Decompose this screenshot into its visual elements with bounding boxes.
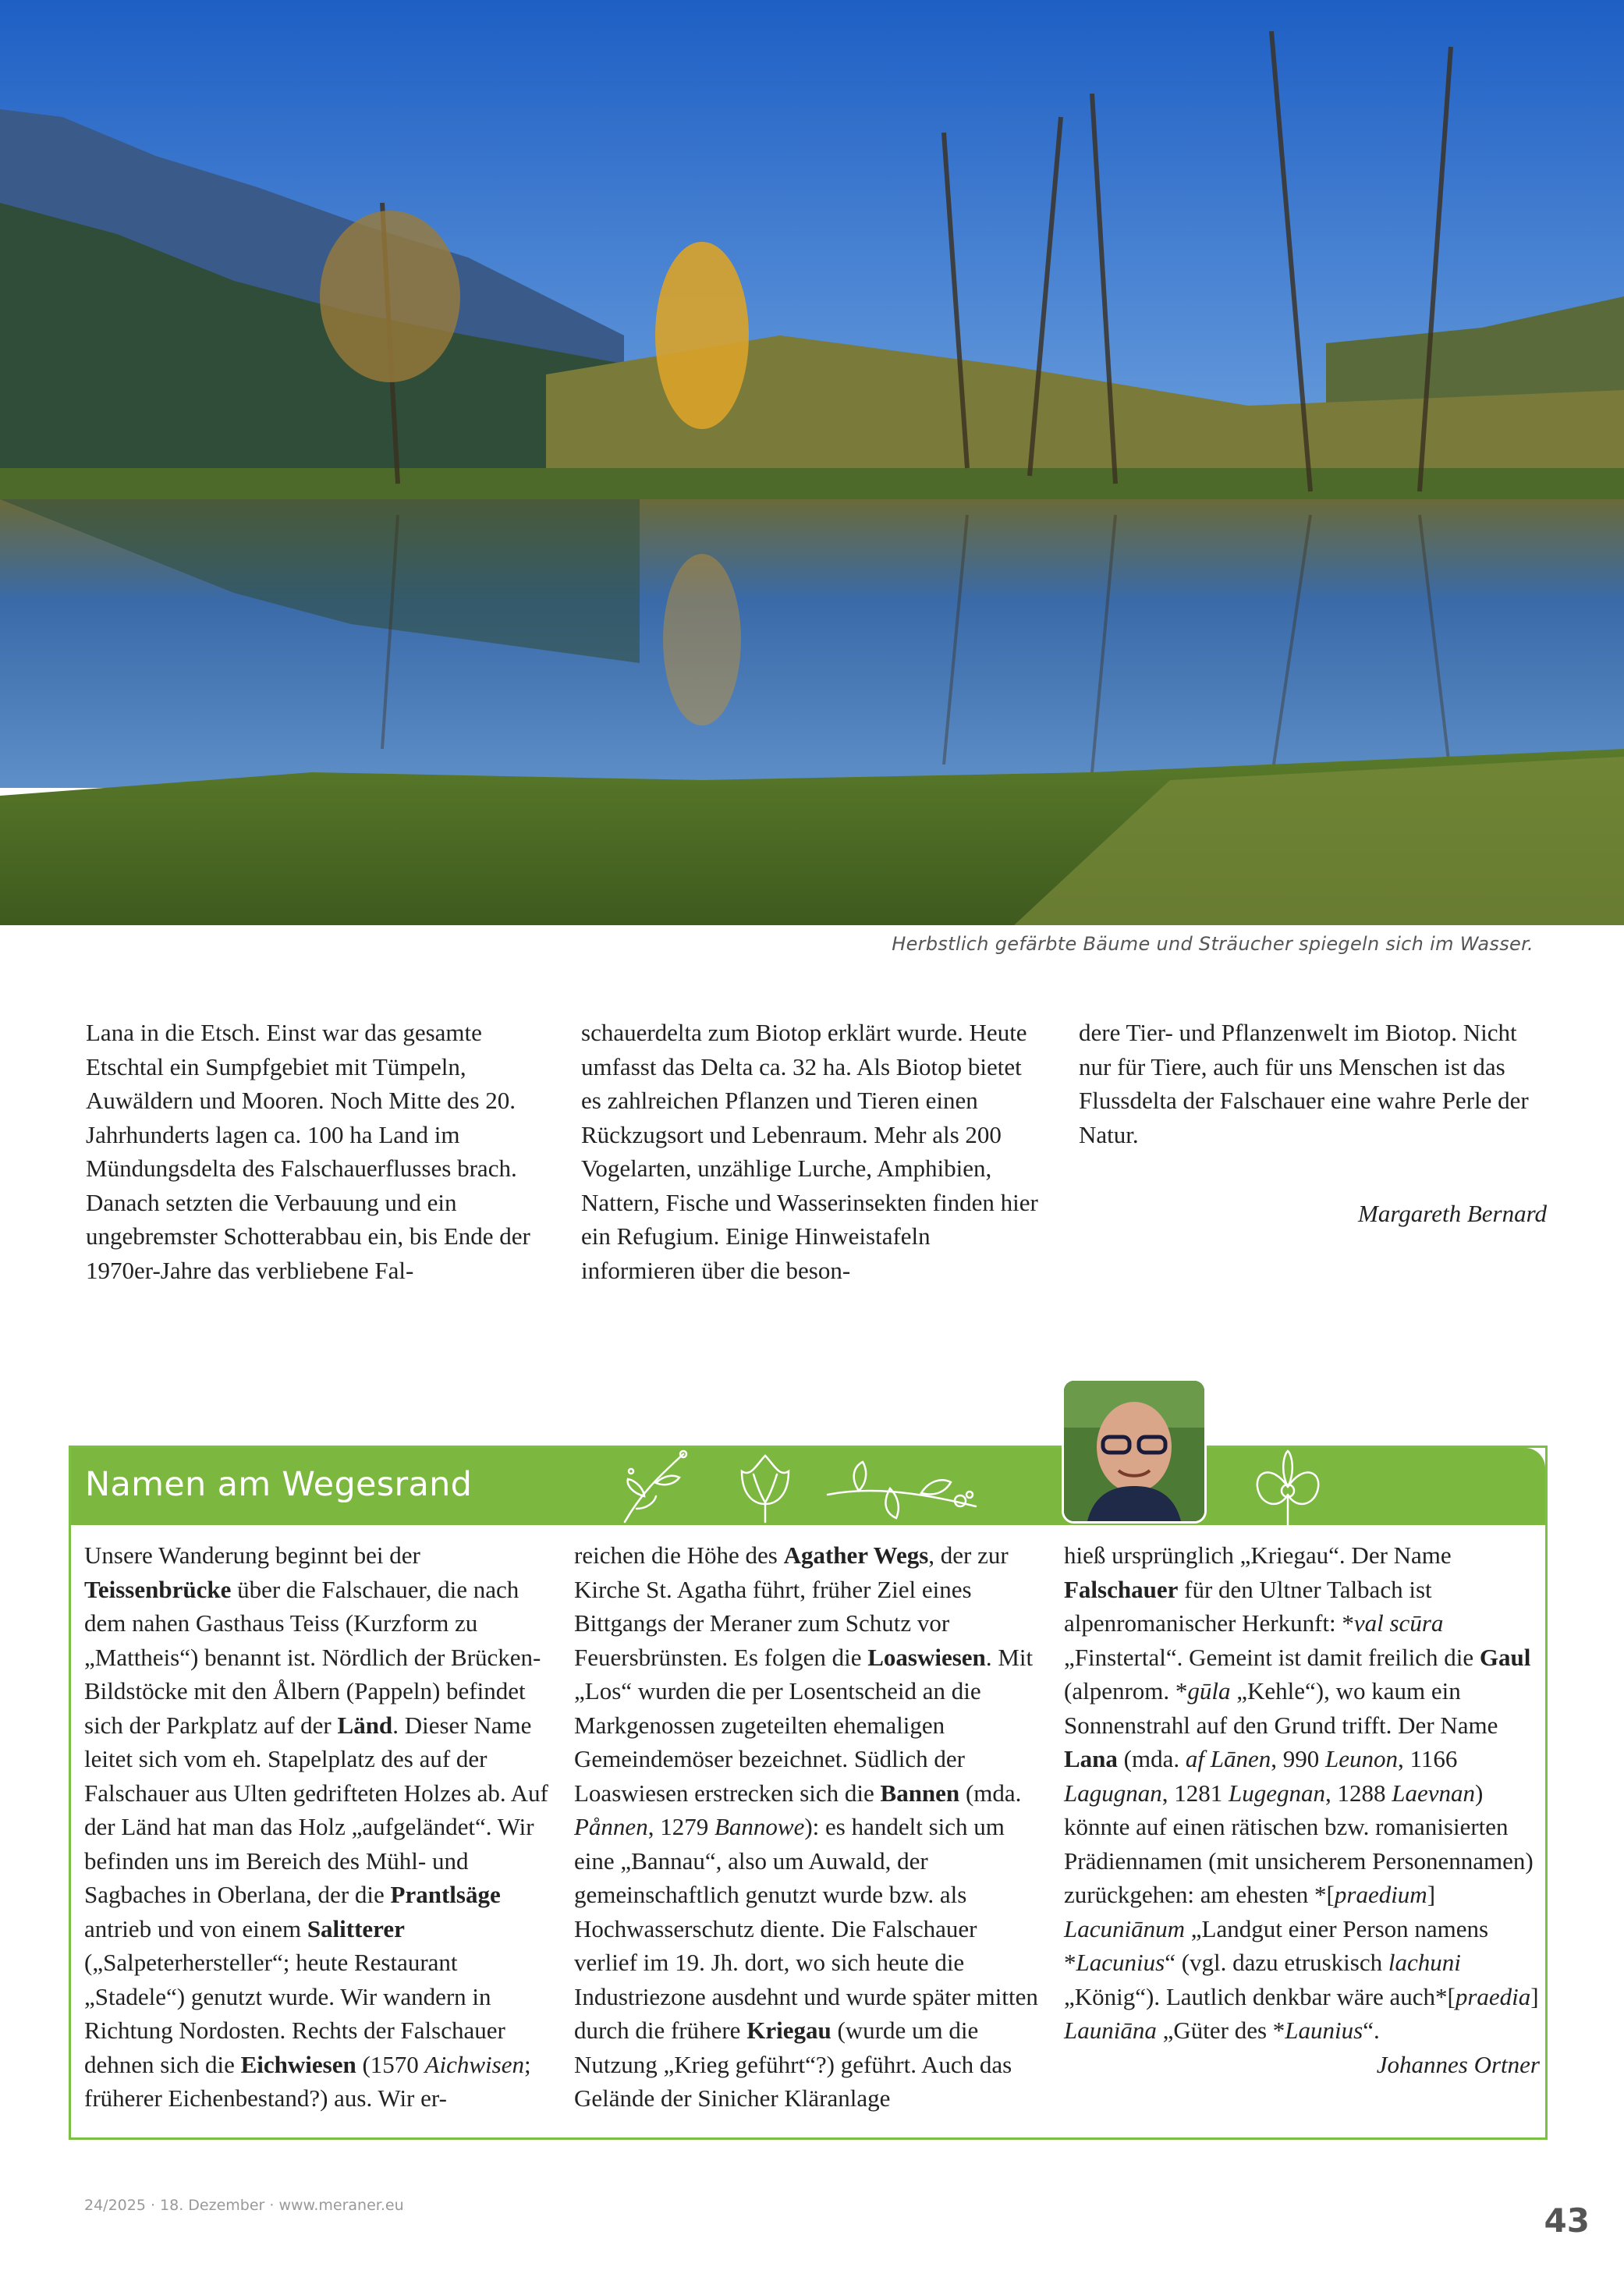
italic-form: gūla xyxy=(1187,1677,1231,1705)
italic-form: Bannowe xyxy=(714,1813,805,1840)
box-title: Namen am Wegesrand xyxy=(85,1465,473,1504)
article-paragraph: schauerdelta zum Biotop erklärt wurde. Heute umfasst das Delta ca. 32 ha. Als Biotop bietet es zahlreichen Pflanzen und Tieren einen Rückzugsort und Lebenraum. Mehr als 200 Vogelarten, unzählige Lurche, Amphibien, Nattern, Fische und Wasserinsekten finden hier ein Refugium. Einige Hinweistafeln informieren über die beson- xyxy=(581,1019,1038,1284)
issue-footer: 24/2025 · 18. Dezember · www.meraner.eu xyxy=(84,2197,404,2214)
box-paragraph: hieß ursprünglich „Kriegau“. Der Name Falschauer für den Ultner Talbach ist alpenromanischer Herkunft: *val scūra „Finstertal“. Gemeint ist damit freilich die Gaul (alpenrom. *gūla „Kehle“), wo kaum ein Sonnenstrahl auf den Grund trifft. Der Name Lana (mda. af Lānen, 990 Leunon, 1166 Lagugnan, 1281 Lugegnan, 1288 Laevnan) könnte auf einen rätischen bzw. romanisierten Prädiennamen (mit unsicherem Personennamen) zurückgehen: am ehesten *[praedium] Lacuniānum „Landgut einer Person namens *Lacunius“ (vgl. dazu etruskisch lachuni „König“). Lautlich denkbar wäre auch*[praedia] Launiāna „Güter des *Launius“. xyxy=(1064,1541,1539,2044)
article-paragraph: dere Tier- und Pflanzenwelt im Biotop. Nicht nur für Tiere, auch für uns Menschen ist das Flussdelta der Falschauer eine wahre Perle der Natur. xyxy=(1079,1019,1529,1148)
article-column-3 xyxy=(1079,1016,1547,1231)
bold-term: Loaswiesen xyxy=(867,1643,986,1671)
italic-form: Aichwisen xyxy=(424,2050,524,2078)
box-column-3 xyxy=(1064,1538,1540,2081)
leaf-branch-icon xyxy=(609,1448,703,1525)
box-paragraph: reichen die Höhe des Agather Wegs, der zur Kirche St. Agatha führt, früher Ziel eines Bittgangs der Meraner zum Schutz vor Feuersbrünsten. Es folgen die Loaswiesen. Mit „Los“ wurden die per Losentscheid an die Markgenossen zugeteilten ehemaligen Gemeindemöser bezeichnet. Südlich der Loaswiesen erstrecken sich die Bannen (mda. Pånnen, 1279 Bannowe): es handelt sich um eine „Bannau“, also um Auwald, der gemeinschaftlich genutzt wurde bzw. als Hochwasserschutz diente. Die Falschauer verlief im 19. Jh. dort, wo sich heute die Industriezone ausdehnt und wurde später mitten durch die frühere Kriegau (wurde um die Nutzung „Krieg geführt“?) geführt. Auch das Gelände der Sinicher Kläranlage xyxy=(574,1541,1038,2112)
box-column-2 xyxy=(574,1538,1042,2116)
bold-term: Falschauer xyxy=(1064,1575,1179,1603)
bold-term: Kriegau xyxy=(746,2017,832,2044)
bold-term: Eichwiesen xyxy=(240,2050,356,2078)
bold-term: Bannen xyxy=(880,1779,960,1807)
photo-caption: Herbstlich gefärbte Bäume und Sträucher spiegeln sich im Wasser. xyxy=(892,933,1534,955)
bold-term: Agather Wegs xyxy=(783,1541,929,1569)
author-portrait xyxy=(1062,1378,1207,1524)
italic-form: Lagugnan xyxy=(1064,1779,1162,1807)
box-paragraph: Unsere Wanderung beginnt bei der Teissenbrücke über die Falschauer, die nach dem nahen Gasthaus Teiss (Kurzform zu „Mattheis“) benannt ist. Nördlich der Brücken-Bildstöcke mit den Ålbern (Pappeln) befindet sich der Parkplatz auf der Länd. Dieser Name leitet sich vom eh. Stapelplatz des auf der Falschauer aus Ulten gedrifteten Holzes ab. Auf der Länd hat man das Holz „aufgeländet“. Wir befinden uns im Bereich des Mühl- und Sagbaches in Oberlana, der die Prantlsäge antrieb und von einem Salitterer („Salpeterhersteller“; heute Restaurant „Stadele“) genutzt wurde. Wir wandern in Richtung Nordosten. Rechts der Falschauer dehnen sich die Eichwiesen (1570 Aichwisen; früherer Eichenbestand?) aus. Wir er- xyxy=(84,1541,548,2112)
box-column-1 xyxy=(84,1538,552,2116)
bold-term: Länd xyxy=(337,1711,393,1739)
italic-form: Launiāna xyxy=(1064,2017,1157,2044)
italic-form: Launius xyxy=(1285,2017,1363,2044)
bold-term: Prantlsäge xyxy=(390,1881,501,1908)
italic-form: af Lānen xyxy=(1185,1745,1271,1772)
italic-form: Lacuniānum xyxy=(1064,1914,1185,1942)
italic-form: Leunon xyxy=(1325,1745,1398,1772)
italic-form: val scūra xyxy=(1353,1609,1444,1637)
italic-form: Lugegnan xyxy=(1229,1779,1325,1807)
bold-term: Lana xyxy=(1064,1745,1118,1772)
flower-outline-icon xyxy=(820,1448,984,1525)
italic-form: praedia xyxy=(1455,1982,1531,2010)
lake-reflection-photo xyxy=(0,0,1624,925)
box-author: Johannes Ortner xyxy=(1376,2050,1540,2078)
italic-form: Laevnan xyxy=(1392,1779,1476,1807)
tulip-outline-icon xyxy=(718,1448,812,1525)
italic-form: lachuni xyxy=(1388,1949,1461,1976)
article-column-2 xyxy=(581,1016,1041,1287)
bold-term: Teissenbrücke xyxy=(84,1575,232,1603)
article-column-1 xyxy=(86,1016,546,1287)
bold-term: Salitterer xyxy=(307,1914,405,1942)
article-paragraph: Lana in die Etsch. Einst war das gesamte Etschtal ein Sumpfgebiet mit Tümpeln, Auwäldern und Mooren. Noch Mitte des 20. Jahrhunderts lagen ca. 100 ha Land im Mündungsdelta des Falschauerflusses brach. Danach setzten die Verbauung und ein ungebremster Schotterabbau ein, bis Ende der 1970er-Jahre das verbliebene Fal- xyxy=(86,1019,530,1284)
box-header xyxy=(71,1448,1545,1525)
bold-term: Gaul xyxy=(1479,1643,1531,1671)
article-author: Margareth Bernard xyxy=(1358,1200,1547,1227)
italic-form: Pånnen xyxy=(574,1813,648,1840)
poppy-outline-icon xyxy=(1241,1448,1335,1525)
italic-form: Lacunius xyxy=(1076,1949,1165,1976)
page-number: 43 xyxy=(1544,2201,1590,2240)
italic-form: praedium xyxy=(1334,1881,1427,1908)
